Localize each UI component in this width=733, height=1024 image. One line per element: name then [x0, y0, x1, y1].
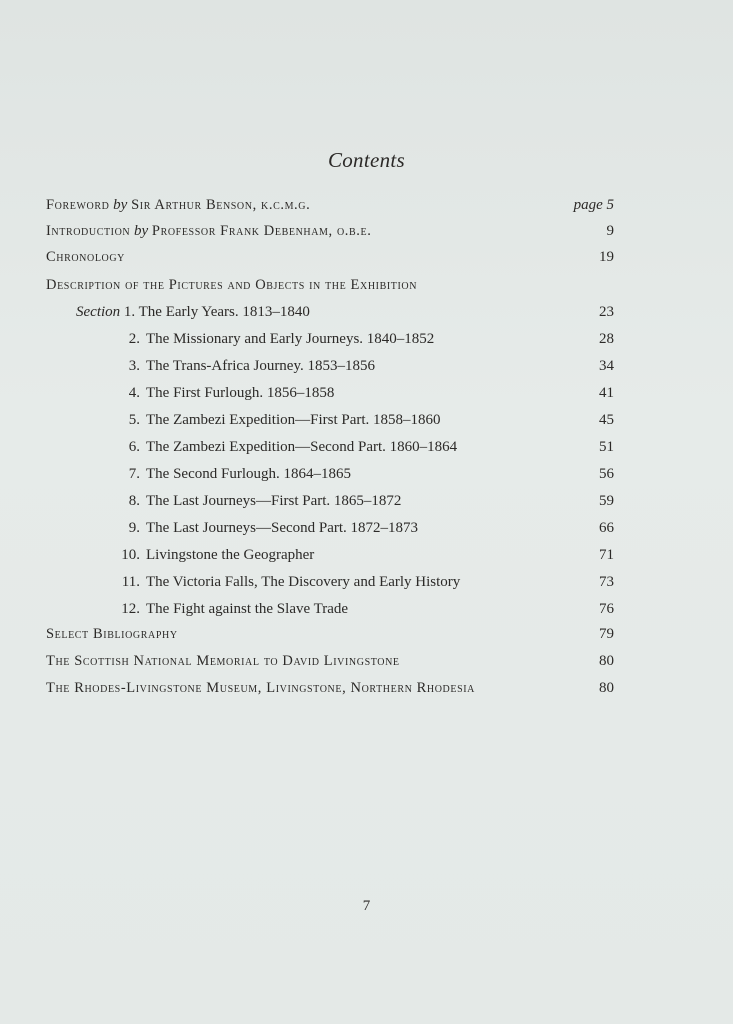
entry-page: 71 — [599, 547, 614, 563]
toc-entry-rhodes-museum[interactable] — [46, 677, 614, 699]
entry-page: 28 — [599, 331, 614, 347]
section-number: 4. — [128, 385, 140, 401]
entry-page: 23 — [599, 304, 614, 320]
entry-page: 9 — [606, 223, 614, 239]
section-title: The Early Years. 1813–1840 — [138, 304, 310, 320]
entry-page: 45 — [599, 412, 614, 428]
entry-label: Description of the Pictures and Objects in the Exhibition — [46, 277, 418, 293]
entry-page: 56 — [599, 466, 614, 482]
entry-page: 79 — [599, 626, 614, 642]
section-number: 7. — [128, 466, 140, 482]
section-number: 8. — [128, 493, 140, 509]
entry-page: 41 — [599, 385, 614, 401]
section-number: 3. — [128, 358, 140, 374]
toc-entry-foreword[interactable] — [46, 194, 614, 216]
entry-page: 34 — [599, 358, 614, 374]
toc-entry-scottish-memorial[interactable] — [46, 650, 614, 672]
toc-section-8[interactable] — [46, 490, 614, 512]
entry-page: 73 — [599, 574, 614, 590]
entry-page: 59 — [599, 493, 614, 509]
section-title: The Last Journeys—First Part. 1865–1872 — [146, 493, 402, 509]
entry-author: Sir Arthur Benson, k.c.m.g. — [131, 197, 311, 213]
entry-page: 80 — [599, 653, 614, 669]
section-title: The Missionary and Early Journeys. 1840–1852 — [146, 331, 435, 347]
entry-label: Introduction — [46, 223, 131, 239]
page-prefix: page — [573, 197, 603, 213]
toc-section-6[interactable] — [46, 436, 614, 458]
section-title: The First Furlough. 1856–1858 — [146, 385, 335, 401]
section-title: The Trans-Africa Journey. 1853–1856 — [146, 358, 375, 374]
entry-author: Professor Frank Debenham, o.b.e. — [151, 223, 372, 239]
section-title: The Fight against the Slave Trade — [146, 601, 349, 617]
entry-by: by — [134, 223, 149, 239]
entry-label: The Scottish National Memorial to David Livingstone — [46, 653, 400, 669]
toc-section-7[interactable] — [46, 463, 614, 485]
toc-section-5[interactable] — [46, 409, 614, 431]
entry-label: The Rhodes-Livingstone Museum, Livingstone, Northern Rhodesia — [46, 680, 475, 696]
toc-section-9[interactable] — [46, 517, 614, 539]
toc-section-4[interactable] — [46, 382, 614, 404]
toc-section-11[interactable] — [46, 571, 614, 593]
toc-entry-description — [46, 274, 614, 296]
entry-by: by — [113, 197, 128, 213]
section-word: Section — [76, 304, 121, 320]
entry-label: Select Bibliography — [46, 626, 178, 642]
toc-section-3[interactable] — [46, 355, 614, 377]
entry-page: 5 — [606, 197, 614, 213]
entry-page: 76 — [599, 601, 614, 617]
entry-page: 80 — [599, 680, 614, 696]
entry-page: 51 — [599, 439, 614, 455]
page-number: 7 — [362, 898, 371, 914]
section-number: 10. — [121, 547, 140, 563]
section-number: 1. — [123, 304, 136, 320]
toc-entry-introduction[interactable] — [46, 220, 614, 242]
section-title: The Zambezi Expedition—Second Part. 1860–1864 — [146, 439, 458, 455]
section-number: 9. — [128, 520, 140, 536]
section-title: The Last Journeys—Second Part. 1872–1873 — [146, 520, 419, 536]
page-title: Contents — [327, 148, 406, 172]
section-number: 12. — [121, 601, 140, 617]
entry-page: 66 — [599, 520, 614, 536]
toc-entry-chronology[interactable] — [46, 246, 614, 268]
section-title: Livingstone the Geographer — [146, 547, 315, 563]
toc-section-10[interactable] — [46, 544, 614, 566]
toc-section-12[interactable] — [46, 598, 614, 620]
entry-label: Chronology — [46, 249, 126, 265]
section-number: 2. — [128, 331, 140, 347]
toc-section-1[interactable] — [46, 301, 614, 323]
section-title: The Zambezi Expedition—First Part. 1858–1860 — [146, 412, 441, 428]
entry-page: 19 — [599, 249, 614, 265]
toc-section-2[interactable] — [46, 328, 614, 350]
section-title: The Second Furlough. 1864–1865 — [146, 466, 351, 482]
section-number: 5. — [128, 412, 140, 428]
toc-entry-bibliography[interactable] — [46, 623, 614, 645]
section-number: 11. — [121, 574, 140, 590]
section-number: 6. — [128, 439, 140, 455]
section-title: The Victoria Falls, The Discovery and Early History — [146, 574, 461, 590]
entry-label: Foreword — [46, 197, 110, 213]
